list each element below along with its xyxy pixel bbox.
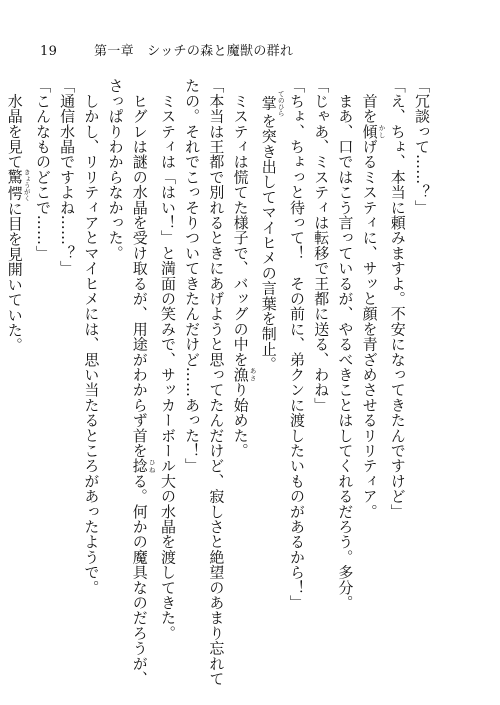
ruby-reading: きょうがく xyxy=(22,168,31,202)
text-line xyxy=(31,78,55,678)
text-line xyxy=(204,78,228,686)
text-line xyxy=(309,78,333,678)
text-line xyxy=(156,78,180,678)
vertical-body-text xyxy=(5,78,434,687)
text-line xyxy=(333,78,357,678)
text-segment: 「本当は王都で別れるときにあげようと思ってたんだけど、寂しさと絶望のあまり忘れて xyxy=(207,78,226,686)
text-segment: ヒグレは謎の水晶を受け取るが、用途がわからず首を xyxy=(130,78,149,458)
text-line xyxy=(79,78,103,678)
ruby-annotated-word xyxy=(231,366,257,383)
text-segment: しかし、リリティアとマイヒメには、思い当たるところがあったようで。 xyxy=(82,78,101,595)
text-segment: 「こんなものどこで……」 xyxy=(33,78,52,261)
ruby-base: 傾 xyxy=(360,123,379,139)
ruby-annotated-word xyxy=(5,168,31,202)
ruby-base: 捻 xyxy=(130,458,149,474)
text-line xyxy=(410,78,434,678)
text-segment: さっぱりわからなかった。 xyxy=(106,78,125,261)
text-line xyxy=(180,78,204,678)
text-line xyxy=(55,78,79,678)
text-line xyxy=(3,78,31,678)
text-segment: ミスティは「はい！」と満面の笑みで、サッカーボール大の水晶を渡してきた。 xyxy=(158,78,177,641)
text-segment: 「ちょ、ちょっと待って！ その前に、弟クンに渡したいものがあるから！」 xyxy=(287,78,306,610)
text-line xyxy=(103,78,127,678)
ruby-reading: かし xyxy=(377,123,386,139)
text-segment: 「じゃあ、ミスティは転移で王都に送る、わね」 xyxy=(312,78,331,413)
ruby-base: 驚愕 xyxy=(5,168,24,202)
text-segment: たの。それでこっそりついてきたんだけど……あった！」 xyxy=(183,78,202,474)
ruby-reading: てのひら xyxy=(276,90,285,117)
text-segment: げるミスティに、サッと顔を青ざめさせるリリティア。 xyxy=(360,138,379,519)
text-segment: る。何かの魔具なのだろうが、 xyxy=(130,473,149,687)
text-segment: を突き出してマイヒメの言葉を制止。 xyxy=(259,113,278,372)
ruby-reading: あさ xyxy=(248,366,257,383)
ruby-annotated-word xyxy=(259,90,285,117)
ruby-reading: ひね xyxy=(147,458,156,474)
text-line xyxy=(128,78,156,687)
text-segment: 「通信水晶ですよね……？」 xyxy=(58,78,77,276)
text-line xyxy=(228,78,256,678)
text-segment: 「冗談って……？」 xyxy=(413,78,431,215)
text-segment: 「え、ちょ、本当に頼みますよ。不安になってきたんですけど」 xyxy=(388,78,407,519)
text-line xyxy=(257,78,285,678)
ruby-base: 掌 xyxy=(259,90,278,117)
text-segment: 首を xyxy=(360,78,379,124)
text-segment: まあ、口ではこう言っているが、やるべきことはしてくれるだろう。多分。 xyxy=(336,78,355,610)
text-line xyxy=(285,78,309,678)
ruby-annotated-word xyxy=(130,458,156,474)
ruby-base: 漁 xyxy=(231,366,250,383)
page-number: 19 xyxy=(40,44,58,59)
chapter-title: 第一章 シッチの森と魔獣の群れ xyxy=(94,44,294,59)
text-segment: に目を見開いていた。 xyxy=(5,200,24,353)
text-line xyxy=(386,78,410,678)
text-segment: 水晶を見て xyxy=(5,78,24,170)
text-segment: ミスティは慌てた様子で、バッグの中を xyxy=(231,78,250,367)
ruby-annotated-word xyxy=(360,123,386,139)
text-segment: り始めた。 xyxy=(231,382,250,459)
text-line xyxy=(357,78,385,678)
